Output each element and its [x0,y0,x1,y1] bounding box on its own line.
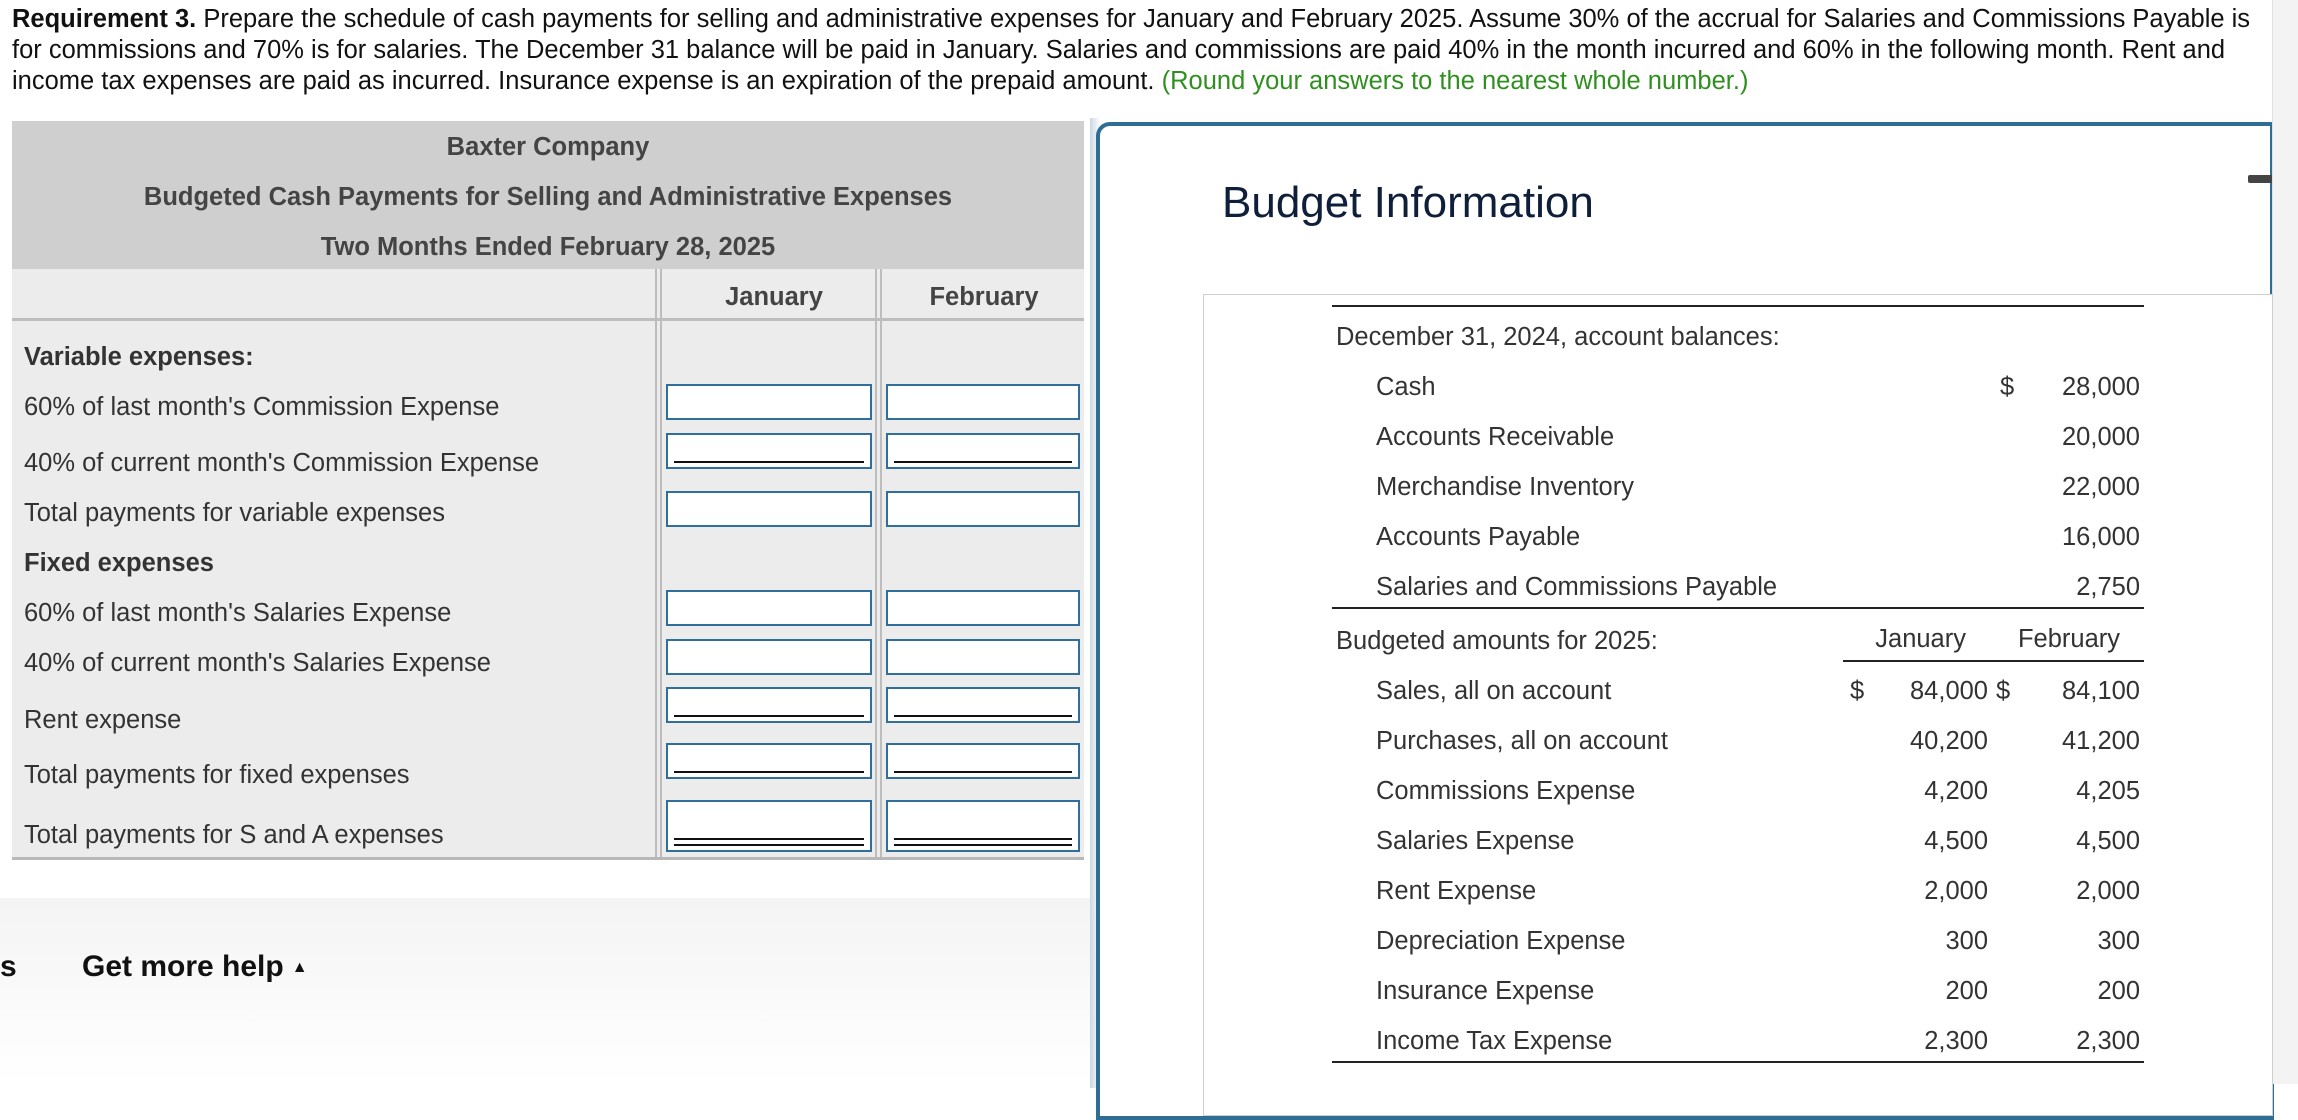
label-40-salaries: 40% of current month's Salaries Expense [24,649,491,677]
budgeted-header: Budgeted amounts for 2025: [1336,627,1658,655]
jan-60-salaries-input[interactable] [666,590,872,626]
budgeted-col-january: January [1875,625,1966,653]
feb-total-fixed-input[interactable] [886,743,1080,779]
feb-rent-input[interactable] [886,687,1080,723]
feb-subtotal-underline [894,461,1072,463]
balance-label-inventory: Merchandise Inventory [1376,473,1634,501]
budget-label-sales: Sales, all on account [1376,677,1612,705]
jan-60-commission-input[interactable] [666,384,872,420]
budgeted-col-february: February [2017,625,2120,653]
caret-up-icon: ▲ [291,959,308,977]
feb-double-underline-1 [894,838,1072,840]
budget-label-purchases: Purchases, all on account [1376,727,1669,755]
balance-value-cash: 28,000 [2062,373,2140,401]
schedule-period: Two Months Ended February 28, 2025 [320,233,776,261]
budget-label-salaries: Salaries Expense [1376,827,1575,855]
header-divider [12,318,1084,321]
budget-label-depreciation: Depreciation Expense [1376,927,1626,955]
balance-label-cash: Cash [1376,373,1436,401]
balance-value-scp: 2,750 [2076,573,2140,601]
jan-fixed-underline [674,771,864,773]
company-name: Baxter Company [446,133,650,161]
budget-sales-dollar-feb: $ [1996,677,2011,705]
jan-rent-input[interactable] [666,687,872,723]
budget-income-tax-jan: 2,300 [1924,1027,1988,1055]
budget-info-title: Budget Information [1222,178,1594,227]
col-divider-1b [660,269,662,857]
schedule-header [12,121,1084,269]
budget-commissions-feb: 4,205 [2076,777,2140,805]
budget-label-income-tax: Income Tax Expense [1376,1027,1613,1055]
budgeted-header-rule [1843,660,2144,662]
budget-label-rent: Rent Expense [1376,877,1537,905]
label-fixed-expenses: Fixed expenses [24,549,214,577]
feb-40-salaries-input[interactable] [886,639,1080,675]
balance-value-inventory: 22,000 [2062,473,2140,501]
label-60-salaries: 60% of last month's Salaries Expense [24,599,452,627]
column-header-row [12,269,1084,321]
column-january: January [725,283,823,311]
budget-rent-jan: 2,000 [1924,877,1988,905]
budget-sales-jan: 84,000 [1910,677,1988,705]
label-40-commission: 40% of current month's Commission Expense [24,449,540,477]
label-total-sa: Total payments for S and A expenses [24,821,444,849]
budget-depreciation-feb: 300 [2097,927,2140,955]
schedule-title: Budgeted Cash Payments for Selling and Administrative Expenses [143,183,953,211]
jan-double-underline-1 [674,838,864,840]
feb-rent-underline [894,715,1072,717]
budget-depreciation-jan: 300 [1945,927,1988,955]
budget-commissions-jan: 4,200 [1924,777,1988,805]
requirement-text [12,4,2272,97]
top-rule [1332,305,2144,307]
budget-insurance-jan: 200 [1945,977,1988,1005]
jan-double-underline-2 [674,844,864,846]
requirement-label: Requirement 3. [12,5,197,33]
budget-label-insurance: Insurance Expense [1376,977,1595,1005]
balance-label-ap: Accounts Payable [1376,523,1581,551]
budget-purchases-jan: 40,200 [1910,727,1988,755]
budget-label-commissions: Commissions Expense [1376,777,1636,805]
jan-40-salaries-input[interactable] [666,639,872,675]
cash-payments-schedule [12,121,1084,849]
help-band [0,898,1098,1084]
col-divider-1a [655,269,657,857]
budget-insurance-feb: 200 [2097,977,2140,1005]
budget-sales-feb: 84,100 [2062,677,2140,705]
balance-label-ar: Accounts Receivable [1376,423,1615,451]
budget-salaries-feb: 4,500 [2076,827,2140,855]
feb-double-underline-2 [894,844,1072,846]
budget-salaries-jan: 4,500 [1924,827,1988,855]
label-variable-expenses: Variable expenses: [24,343,254,371]
rounding-note: (Round your answers to the nearest whole number.) [1161,67,1749,95]
label-rent-expense: Rent expense [24,706,182,734]
requirement-body: Prepare the schedule of cash payments for selling and administrative expenses for January and February 2025. Assume 30% of the accrual for Salaries and Commissions Payable is for commissions and 70% is for salaries. The December 31 balance will be paid in January. Salaries and commissions are paid 40% in the month incurred and 60% in the following month. Rent and income tax expenses are paid as incurred. Insurance expense is an expiration of the prepaid amount. [12,5,2251,95]
column-february: February [929,283,1039,311]
jan-40-commission-input[interactable] [666,433,872,469]
feb-60-commission-input[interactable] [886,384,1080,420]
jan-rent-underline [674,715,864,717]
budget-income-tax-feb: 2,300 [2076,1027,2140,1055]
label-total-variable: Total payments for variable expenses [24,499,445,527]
budget-purchases-feb: 41,200 [2062,727,2140,755]
get-more-help-link[interactable] [82,950,308,984]
jan-total-variable-input[interactable] [666,491,872,527]
col-divider-2b [880,269,882,857]
balance-label-scp: Salaries and Commissions Payable [1376,573,1778,601]
jan-subtotal-underline [674,461,864,463]
budget-bottom-rule [1332,1061,2144,1063]
balances-bottom-rule [1332,607,2144,609]
jan-total-fixed-input[interactable] [666,743,872,779]
balances-header: December 31, 2024, account balances: [1336,323,1780,351]
feb-fixed-underline [894,771,1072,773]
scrollbar[interactable] [2272,0,2298,1084]
label-total-fixed: Total payments for fixed expenses [24,761,410,789]
label-60-commission: 60% of last month's Commission Expense [24,393,500,421]
col-divider-2a [875,269,877,857]
budget-sales-dollar: $ [1850,677,1865,705]
feb-40-commission-input[interactable] [886,433,1080,469]
get-more-help-label: Get more help [82,950,284,983]
cut-off-text: s [0,950,17,983]
balance-value-ar: 20,000 [2062,423,2140,451]
feb-60-salaries-input[interactable] [886,590,1080,626]
balance-cash-dollar: $ [2000,373,2015,401]
schedule-body [12,321,1084,860]
feb-total-variable-input[interactable] [886,491,1080,527]
budget-rent-feb: 2,000 [2076,877,2140,905]
balance-value-ap: 16,000 [2062,523,2140,551]
